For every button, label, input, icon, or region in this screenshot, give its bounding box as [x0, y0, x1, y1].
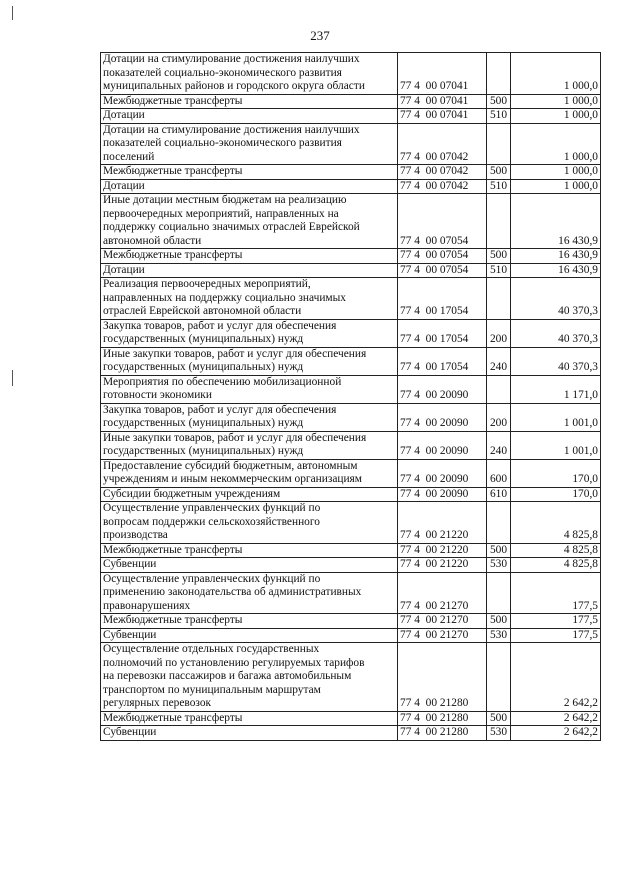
row-type-cell: 200 [487, 403, 511, 431]
table-row [101, 109, 601, 124]
table-row [101, 194, 601, 249]
row-name-cell: Субвенции [101, 628, 398, 643]
row-type-cell: 200 [487, 319, 511, 347]
row-sum-cell: 16 430,9 [511, 194, 601, 249]
row-sum-cell: 2 642,2 [511, 711, 601, 726]
row-sum-cell: 4 825,8 [511, 502, 601, 544]
row-type-cell [487, 375, 511, 403]
row-type-cell: 530 [487, 558, 511, 573]
row-type-cell: 530 [487, 726, 511, 741]
table-row [101, 375, 601, 403]
table-row [101, 53, 601, 95]
row-type-cell: 610 [487, 487, 511, 502]
row-name-cell: Межбюджетные трансферты [101, 94, 398, 109]
row-sum-cell: 177,5 [511, 628, 601, 643]
row-sum-cell: 40 370,3 [511, 319, 601, 347]
row-code-cell: 77 4 00 07041 [398, 109, 487, 124]
row-sum-cell: 1 000,0 [511, 53, 601, 95]
table-row [101, 165, 601, 180]
row-code-cell: 77 4 00 20090 [398, 431, 487, 459]
row-type-cell: 510 [487, 109, 511, 124]
row-sum-cell: 2 642,2 [511, 726, 601, 741]
row-code-cell: 77 4 00 21220 [398, 558, 487, 573]
row-type-cell [487, 572, 511, 614]
table-row [101, 179, 601, 194]
row-name-cell: Межбюджетные трансферты [101, 543, 398, 558]
row-type-cell: 240 [487, 431, 511, 459]
table-row [101, 558, 601, 573]
row-type-cell: 510 [487, 263, 511, 278]
row-type-cell: 500 [487, 543, 511, 558]
row-code-cell: 77 4 00 07042 [398, 123, 487, 165]
row-sum-cell: 1 001,0 [511, 431, 601, 459]
row-code-cell: 77 4 00 21280 [398, 643, 487, 712]
row-sum-cell: 1 171,0 [511, 375, 601, 403]
row-type-cell: 500 [487, 711, 511, 726]
row-sum-cell: 1 000,0 [511, 94, 601, 109]
row-type-cell: 500 [487, 614, 511, 629]
row-sum-cell: 170,0 [511, 459, 601, 487]
budget-allocation-table [100, 52, 601, 741]
row-name-cell: Иные дотации местным бюджетам на реализацию первоочередных мероприятий, направленных на поддержку социально значимых отраслей Еврейской автономной области [101, 194, 398, 249]
table-row [101, 123, 601, 165]
page-number: 237 [310, 28, 330, 43]
row-type-cell: 500 [487, 94, 511, 109]
row-type-cell [487, 123, 511, 165]
row-sum-cell: 16 430,9 [511, 249, 601, 264]
row-code-cell: 77 4 00 17054 [398, 347, 487, 375]
row-code-cell: 77 4 00 21220 [398, 543, 487, 558]
row-type-cell: 510 [487, 179, 511, 194]
table-row [101, 614, 601, 629]
row-name-cell: Осуществление управленческих функций по вопросам поддержки сельскохозяйственного производства [101, 502, 398, 544]
row-sum-cell: 4 825,8 [511, 543, 601, 558]
table-row [101, 347, 601, 375]
row-code-cell: 77 4 00 21270 [398, 614, 487, 629]
row-code-cell: 77 4 00 07042 [398, 165, 487, 180]
row-name-cell: Закупка товаров, работ и услуг для обеспечения государственных (муниципальных) нужд [101, 319, 398, 347]
row-type-cell: 240 [487, 347, 511, 375]
row-code-cell: 77 4 00 20090 [398, 375, 487, 403]
row-sum-cell: 40 370,3 [511, 278, 601, 320]
table-row [101, 628, 601, 643]
row-code-cell: 77 4 00 07041 [398, 94, 487, 109]
row-name-cell: Дотации [101, 179, 398, 194]
row-sum-cell: 40 370,3 [511, 347, 601, 375]
binding-margin-mark [12, 6, 13, 20]
row-name-cell: Иные закупки товаров, работ и услуг для обеспечения государственных (муниципальных) нужд [101, 431, 398, 459]
row-name-cell: Межбюджетные трансферты [101, 249, 398, 264]
row-type-cell: 500 [487, 249, 511, 264]
table-row [101, 572, 601, 614]
table-row [101, 711, 601, 726]
table-row [101, 643, 601, 712]
row-sum-cell: 1 000,0 [511, 165, 601, 180]
row-sum-cell: 4 825,8 [511, 558, 601, 573]
row-sum-cell: 1 000,0 [511, 179, 601, 194]
row-code-cell: 77 4 00 07054 [398, 249, 487, 264]
row-sum-cell: 1 000,0 [511, 123, 601, 165]
row-name-cell: Мероприятия по обеспечению мобилизационной готовности экономики [101, 375, 398, 403]
row-name-cell: Закупка товаров, работ и услуг для обеспечения государственных (муниципальных) нужд [101, 403, 398, 431]
row-type-cell [487, 53, 511, 95]
table-row [101, 94, 601, 109]
row-type-cell [487, 643, 511, 712]
table-row [101, 502, 601, 544]
row-sum-cell: 177,5 [511, 614, 601, 629]
row-code-cell: 77 4 00 07054 [398, 263, 487, 278]
row-type-cell [487, 194, 511, 249]
row-name-cell: Субсидии бюджетным учреждениям [101, 487, 398, 502]
row-name-cell: Осуществление управленческих функций по применению законодательства об административных правонарушениях [101, 572, 398, 614]
table-row [101, 278, 601, 320]
table-row [101, 431, 601, 459]
row-sum-cell: 1 000,0 [511, 109, 601, 124]
row-code-cell: 77 4 00 21220 [398, 502, 487, 544]
row-code-cell: 77 4 00 07041 [398, 53, 487, 95]
row-name-cell: Осуществление отдельных государственных полномочий по установлению регулируемых тарифов на перевозки пассажиров и багажа автомобильным транспортом по муниципальным маршрутам регулярных перевозок [101, 643, 398, 712]
row-code-cell: 77 4 00 07042 [398, 179, 487, 194]
row-code-cell: 77 4 00 20090 [398, 459, 487, 487]
row-type-cell: 500 [487, 165, 511, 180]
row-name-cell: Дотации на стимулирование достижения наилучших показателей социально-экономического развития муниципальных районов и городского округа области [101, 53, 398, 95]
row-type-cell [487, 278, 511, 320]
row-sum-cell: 170,0 [511, 487, 601, 502]
row-code-cell: 77 4 00 21280 [398, 711, 487, 726]
row-code-cell: 77 4 00 21270 [398, 572, 487, 614]
row-name-cell: Дотации на стимулирование достижения наилучших показателей социально-экономического развития поселений [101, 123, 398, 165]
row-code-cell: 77 4 00 17054 [398, 319, 487, 347]
row-code-cell: 77 4 00 21280 [398, 726, 487, 741]
row-name-cell: Межбюджетные трансферты [101, 711, 398, 726]
row-sum-cell: 16 430,9 [511, 263, 601, 278]
table-row [101, 543, 601, 558]
row-name-cell: Субвенции [101, 726, 398, 741]
table-row [101, 249, 601, 264]
table-row [101, 459, 601, 487]
row-name-cell: Межбюджетные трансферты [101, 165, 398, 180]
row-name-cell: Реализация первоочередных мероприятий, направленных на поддержку социально значимых отраслей Еврейской автономной области [101, 278, 398, 320]
row-code-cell: 77 4 00 17054 [398, 278, 487, 320]
row-name-cell: Субвенции [101, 558, 398, 573]
row-name-cell: Дотации [101, 109, 398, 124]
row-name-cell: Предоставление субсидий бюджетным, автономным учреждениям и иным некоммерческим организациям [101, 459, 398, 487]
row-type-cell: 600 [487, 459, 511, 487]
row-code-cell: 77 4 00 21270 [398, 628, 487, 643]
row-sum-cell: 177,5 [511, 572, 601, 614]
table-row [101, 487, 601, 502]
row-code-cell: 77 4 00 07054 [398, 194, 487, 249]
row-type-cell: 530 [487, 628, 511, 643]
row-sum-cell: 2 642,2 [511, 643, 601, 712]
row-name-cell: Дотации [101, 263, 398, 278]
binding-margin-mark [12, 370, 13, 386]
table-row [101, 726, 601, 741]
table-body [101, 53, 601, 741]
table-row [101, 403, 601, 431]
row-sum-cell: 1 001,0 [511, 403, 601, 431]
row-type-cell [487, 502, 511, 544]
row-code-cell: 77 4 00 20090 [398, 403, 487, 431]
table-row [101, 263, 601, 278]
row-code-cell: 77 4 00 20090 [398, 487, 487, 502]
row-name-cell: Межбюджетные трансферты [101, 614, 398, 629]
row-name-cell: Иные закупки товаров, работ и услуг для обеспечения государственных (муниципальных) нужд [101, 347, 398, 375]
table-row [101, 319, 601, 347]
